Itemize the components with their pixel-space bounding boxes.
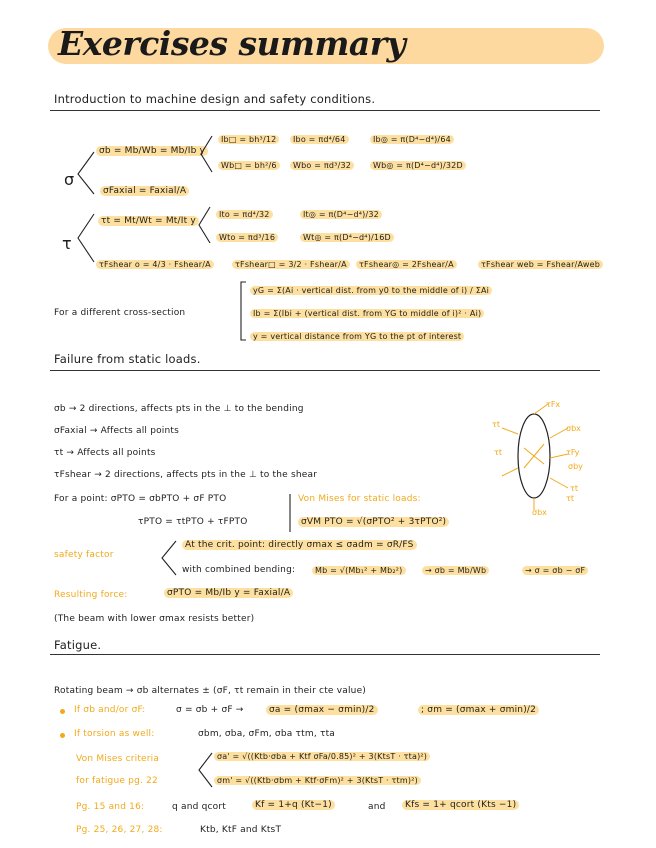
mean-stress-eq: ; σm = (σmax + σmin)/2	[418, 705, 539, 715]
shear-circle: τFshear o = 4/3 · Fshear/A	[96, 260, 214, 269]
diag-tau-right: τFy	[566, 448, 580, 457]
ring-modulus: Wb◎ = π(D⁴−d⁴)/32D	[370, 161, 466, 170]
von-mises-criteria-label: Von Mises criteria	[76, 754, 160, 764]
diag-sigma-right: σbx	[566, 424, 581, 433]
section-heading-intro: Introduction to machine design and safety conditions.	[54, 92, 376, 106]
circle-modulus: Wbo = πd³/32	[290, 161, 354, 170]
amplitude-stress-eq: σa = (σmax − σmin)/2	[266, 705, 378, 715]
resulting-force-eq: σPTO = Mb/Ib y = Faxial/A	[164, 588, 293, 598]
static-line-shear: τFshear → 2 directions, affects pts in the ⊥ to the shear	[54, 470, 318, 480]
diag-sigma-ry: σby	[568, 462, 583, 471]
torsion-ring-modulus: Wt◎ = π(D⁴−d⁴)/16D	[300, 233, 394, 242]
page-ref-notch: Pg. 15 and 16:	[76, 802, 145, 812]
page-ref-stress-concentration: Pg. 25, 26, 27, 28:	[76, 825, 163, 835]
and-word: and	[368, 802, 386, 812]
bullet-dot	[60, 709, 65, 714]
von-mises-eq: σVM PTO = √(σPTO² + 3τPTO²)	[298, 517, 449, 527]
alternating-vm-eq: σa' = √((Ktb·σba + Ktf σFa/0.85)² + 3(KtsT · τta)²)	[214, 752, 430, 761]
von-mises-bar	[286, 492, 294, 534]
fatigue-components: σbm, σba, σFm, σba τtm, τta	[198, 729, 336, 739]
circle-inertia: Ibo = πd⁴/64	[290, 135, 349, 144]
point-normal-stress: For a point: σPTO = σbPTO + σF PTO	[54, 494, 227, 504]
bullet-dot	[60, 733, 65, 738]
y-definition: y = vertical distance from YG to the pt of interest	[250, 332, 464, 341]
shear-box: τFshear□ = 3/2 · Fshear/A	[232, 260, 350, 269]
von-mises-title: Von Mises for static loads:	[298, 494, 421, 504]
diag-tau-left2: τt	[494, 448, 502, 457]
torsion-label: If torsion as well:	[74, 729, 155, 739]
static-line-bending: σb → 2 directions, affects pts in the ⊥ to the bending	[54, 404, 304, 414]
bending-brace	[198, 134, 214, 174]
ring-inertia: Ib◎ = π(D⁴−d⁴)/64	[370, 135, 454, 144]
stress-diagram	[490, 398, 590, 518]
torsion-circle-inertia: Ito = πd⁴/32	[216, 210, 273, 219]
tau-brace	[72, 210, 96, 266]
inertia-sum-eq: Ib = Σ(Ibi + (vertical dist. from YG to middle of i)² · Ai)	[250, 309, 484, 318]
box-inertia: Ib□ = bh³/12	[218, 135, 279, 144]
torsion-ring-inertia: It◎ = π(D⁴−d⁴)/32	[300, 210, 382, 219]
safety-factor-label: safety factor	[54, 550, 114, 560]
torsion-circle-modulus: Wto = πd³/16	[216, 233, 278, 242]
combined-moment-eq: Mb = √(Mb₁² + Mb₂²)	[312, 566, 406, 575]
net-stress-result: → σ = σb − σF	[522, 566, 588, 575]
diag-tau-bottom2: τt	[566, 494, 574, 503]
torsion-stress-eq: τt = Mt/Wt = Mt/It y	[98, 216, 199, 226]
static-line-axial: σFaxial → Affects all points	[54, 426, 180, 436]
critical-point-line	[182, 540, 417, 550]
cross-section-bracket	[238, 280, 248, 342]
safety-factor-brace	[156, 538, 178, 578]
axial-stress-eq: σFaxial = Faxial/A	[100, 186, 189, 196]
sum-stress: σ = σb + σF →	[176, 705, 244, 715]
diag-tau-top: τFx	[546, 400, 561, 409]
divider	[50, 110, 600, 111]
bending-stress-result: → σb = Mb/Wb	[422, 566, 489, 575]
box-modulus: Wb□ = bh²/6	[218, 161, 280, 170]
divider	[50, 370, 600, 371]
diag-tau-low: τt	[570, 484, 578, 493]
bending-axial-label: If σb and/or σF:	[74, 705, 146, 715]
divider	[50, 654, 600, 655]
diag-sigma-bottom: σbx	[532, 508, 547, 517]
cross-section-label: For a different cross-section	[54, 308, 186, 318]
shear-ring: τFshear◎ = 2Fshear/A	[356, 260, 457, 269]
resulting-force-label: Resulting force:	[54, 590, 128, 600]
kf-eq: Kf = 1+q (Kt−1)	[252, 800, 335, 810]
diag-tau-left1: τt	[492, 420, 500, 429]
beam-note: (The beam with lower σmax resists better)	[54, 614, 255, 624]
rotating-beam-line: Rotating beam → σb alternates ± (σF, τt remain in their cte value)	[54, 686, 367, 696]
centroid-eq: yG = Σ(Ai · vertical dist. from y0 to the middle of i) / ΣAi	[250, 286, 492, 295]
notch-sensitivity: q and qcort	[172, 802, 226, 812]
section-heading-fatigue: Fatigue.	[54, 638, 102, 652]
fatigue-brace	[194, 750, 214, 790]
sigma-brace	[72, 148, 96, 198]
combined-bending-label: with combined bending:	[182, 565, 296, 575]
shear-web: τFshear web = Fshear/Aweb	[478, 260, 603, 269]
sigma-symbol: σ	[64, 170, 75, 189]
stress-concentration-factors: Ktb, KtF and KtsT	[200, 825, 282, 835]
static-line-torsion: τt → Affects all points	[54, 448, 156, 458]
kfs-eq: Kfs = 1+ qcort (Kts −1)	[402, 800, 519, 810]
point-shear-stress: τPTO = τtPTO + τFPTO	[138, 517, 248, 527]
bending-stress-eq: σb = Mb/Wb = Mb/Ib y	[96, 146, 208, 156]
section-heading-static: Failure from static loads.	[54, 352, 201, 366]
torsion-brace	[196, 205, 212, 245]
tau-symbol: τ	[62, 234, 72, 253]
critical-point-eq: At the crit. point: directly σmax ≤ σadm = σR/FS	[182, 540, 417, 550]
fatigue-page-ref: for fatigue pg. 22	[76, 776, 158, 786]
mean-vm-eq: σm' = √((Ktb·σbm + Ktf·σFm)² + 3(KtsT · τtm)²)	[214, 776, 421, 785]
page-title: Exercises summary	[58, 24, 406, 63]
